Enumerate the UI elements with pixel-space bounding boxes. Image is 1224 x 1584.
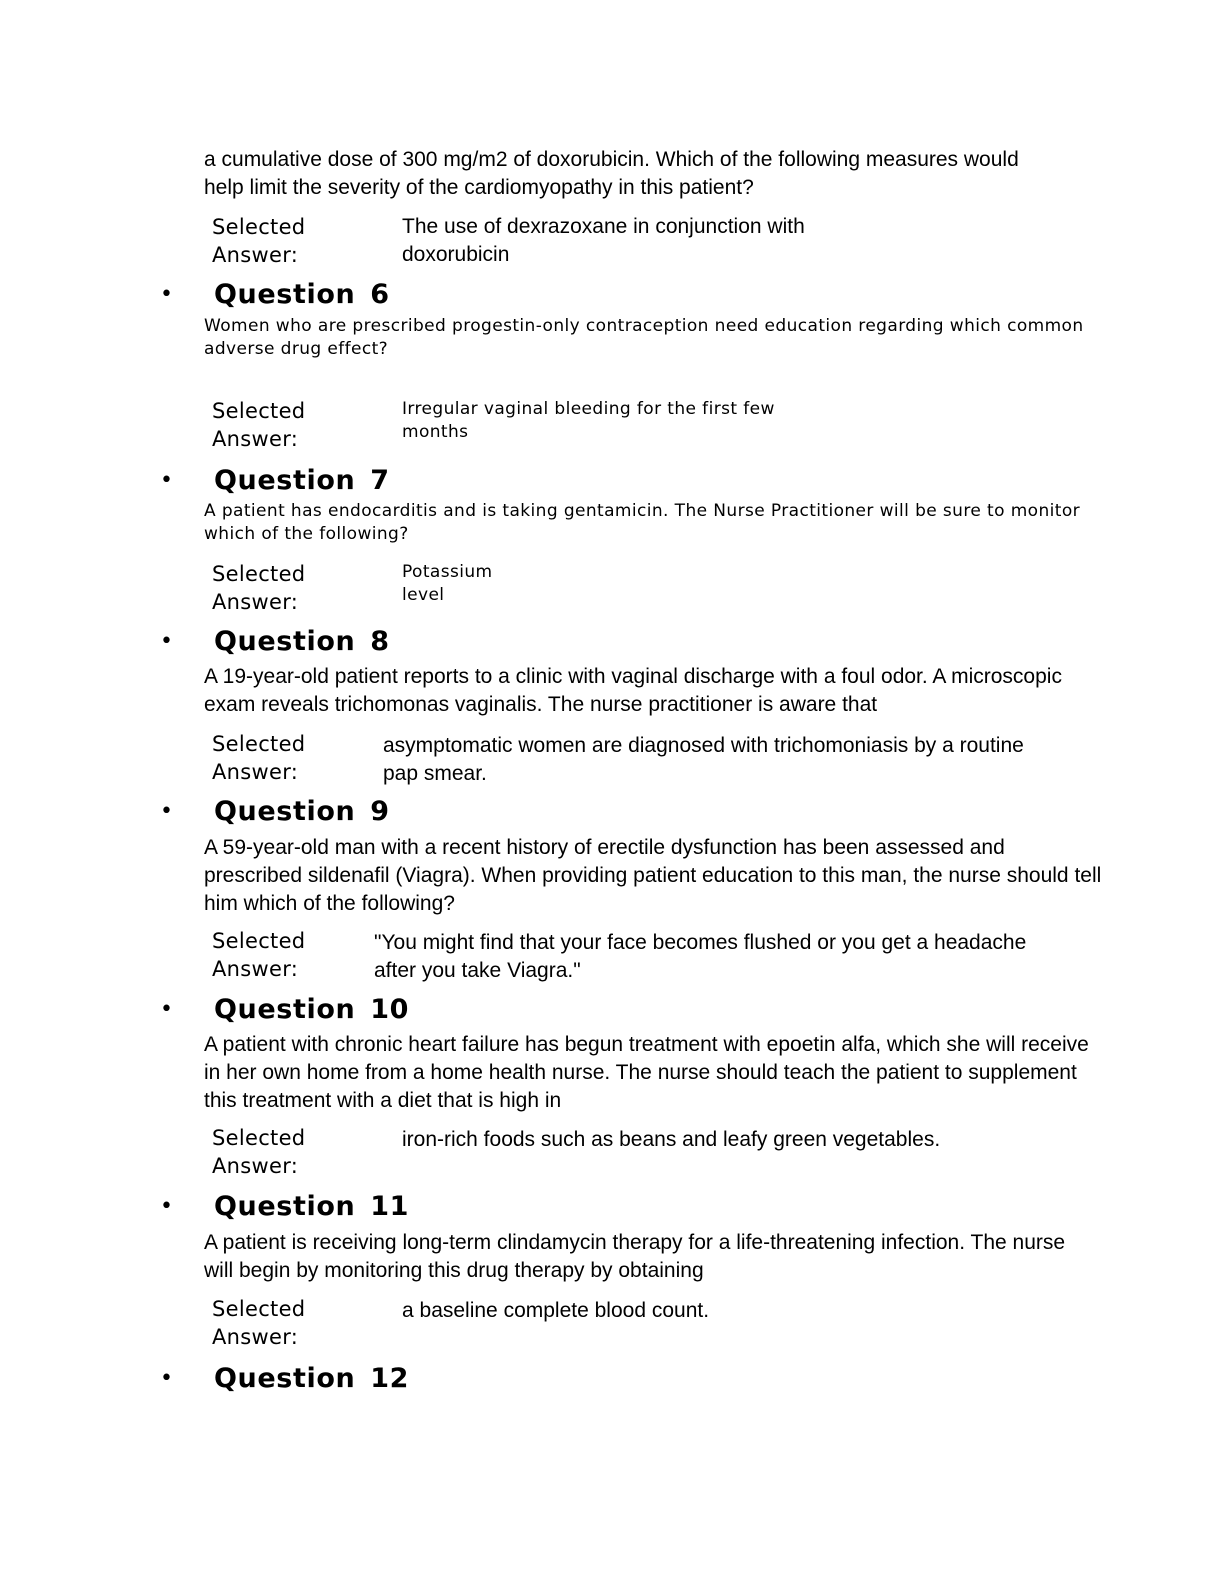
question-9-text: A 59-year-old man with a recent history of erectile dysfunction has been assessed and prescribed sildenafil (Viagra). When providing patient education to this man, the nurse should tell him which of the following?: [204, 836, 1102, 915]
question-5-text: a cumulative dose of 300 mg/m2 of doxorubicin. Which of the following measures would help limit the severity of the cardiomyopathy in this patient?: [204, 148, 1019, 199]
selected-answer-text: iron-rich foods such as beans and leafy green vegetables.: [402, 1128, 941, 1151]
selected-answer-text: The use of dexrazoxane in conjunction with doxorubicin: [402, 215, 805, 266]
bullet: •: [160, 1366, 173, 1391]
bullet: •: [160, 799, 173, 824]
bullet: •: [160, 1194, 173, 1219]
question-title: Question 12: [214, 1363, 410, 1394]
selected-answer-text: asymptomatic women are diagnosed with trichomoniasis by a routine pap smear.: [383, 734, 1024, 785]
question-title: Question 11: [214, 1191, 410, 1222]
selected-answer-label: Selected Answer:: [212, 1126, 306, 1178]
question-7-text: A patient has endocarditis and is taking gentamicin. The Nurse Practitioner will be sure to monitor which of the following?: [204, 501, 1081, 544]
selected-answer-text: a baseline complete blood count.: [402, 1299, 710, 1322]
selected-answer-label: Selected Answer:: [212, 562, 306, 614]
question-title: Question 6: [214, 279, 390, 310]
selected-answer-label: Selected Answer:: [212, 732, 306, 784]
question-title: Question 8: [214, 626, 390, 657]
question-title: Question 9: [214, 796, 390, 827]
question-11-text: A patient is receiving long-term clindamycin therapy for a life-threatening infection. The nurse will begin by monitoring this drug therapy by obtaining: [204, 1231, 1066, 1282]
bullet: •: [160, 282, 173, 307]
selected-answer-label: Selected Answer:: [212, 929, 306, 981]
question-title: Question 7: [214, 465, 390, 496]
selected-answer-label: Selected Answer:: [212, 1297, 306, 1349]
bullet: •: [160, 468, 173, 493]
question-title: Question 10: [214, 994, 410, 1025]
question-6-text: Women who are prescribed progestin-only contraception need education regarding which common adverse drug effect?: [204, 316, 1084, 359]
selected-answer-label: Selected Answer:: [212, 215, 306, 267]
selected-answer-text: Potassium level: [402, 562, 493, 605]
bullet: •: [160, 997, 173, 1022]
selected-answer-text: "You might find that your face becomes flushed or you get a headache after you take Viagra.": [374, 931, 1027, 982]
selected-answer-label: Selected Answer:: [212, 399, 306, 451]
question-10-text: A patient with chronic heart failure has begun treatment with epoetin alfa, which she will receive in her own home from a home health nurse. The nurse should teach the patient to supplement this treatment with a diet that is high in: [204, 1033, 1089, 1112]
selected-answer-text: Irregular vaginal bleeding for the first few months: [402, 399, 775, 442]
bullet: •: [160, 629, 173, 654]
question-8-text: A 19-year-old patient reports to a clinic with vaginal discharge with a foul odor. A microscopic exam reveals trichomonas vaginalis. The nurse practitioner is aware that: [204, 665, 1062, 716]
